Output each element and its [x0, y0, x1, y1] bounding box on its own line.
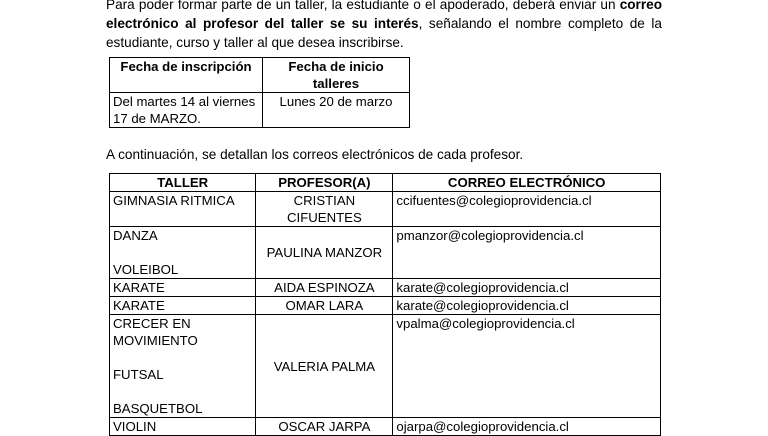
table-row: [110, 227, 661, 279]
taller-name: VIOLIN: [113, 419, 157, 434]
correo-cell[interactable]: karate@colegioprovidencia.cl: [393, 297, 661, 315]
taller-name: DANZA: [113, 228, 158, 243]
profesor-cell: CRISTIAN CIFUENTES: [256, 192, 393, 227]
dates-value-row: [110, 93, 410, 128]
header-profesor: PROFESOR(A): [256, 174, 393, 192]
profesor-cell: OSCAR JARPA: [256, 418, 393, 436]
profesor-cell: OMAR LARA: [256, 297, 393, 315]
taller-name: [113, 349, 252, 366]
taller-cell: [110, 279, 256, 297]
lead-text: A continuación, se detallan los correos electrónicos de cada profesor.: [106, 147, 524, 162]
taller-name: FUTSAL: [113, 367, 164, 382]
taller-cell: [110, 227, 256, 279]
header-fecha-inscripcion: Fecha de inscripción: [110, 58, 263, 93]
profesor-cell: AIDA ESPINOZA: [256, 279, 393, 297]
taller-cell: [110, 192, 256, 227]
table-row: [110, 192, 661, 227]
taller-name: MOVIMIENTO: [113, 333, 198, 348]
correo-cell[interactable]: ccifuentes@colegioprovidencia.cl: [393, 192, 661, 227]
taller-name: KARATE: [113, 280, 165, 295]
taller-name: BASQUETBOL: [113, 401, 203, 416]
taller-name: CRECER EN: [113, 316, 191, 331]
profesores-table-body: [110, 192, 661, 436]
correo-cell[interactable]: karate@colegioprovidencia.cl: [393, 279, 661, 297]
taller-name: VOLEIBOL: [113, 262, 179, 277]
correo-cell[interactable]: ojarpa@colegioprovidencia.cl: [393, 418, 661, 436]
dates-header-row: [110, 58, 410, 93]
profesores-header-row: [110, 174, 661, 192]
intro-paragraph: [106, 0, 662, 52]
inicio-cell: Lunes 20 de marzo: [263, 93, 410, 128]
profesor-cell: VALERIA PALMA: [256, 315, 393, 418]
profesor-cell: PAULINA MANZOR: [256, 227, 393, 279]
taller-cell: [110, 418, 256, 436]
header-fecha-inicio: Fecha de inicio talleres: [263, 58, 410, 93]
taller-name: KARATE: [113, 298, 165, 313]
table-row: [110, 279, 661, 297]
inscripcion-line-1: Del martes 14 al viernes: [113, 94, 256, 109]
taller-cell: [110, 297, 256, 315]
header-correo: CORREO ELECTRÓNICO: [393, 174, 661, 192]
inscripcion-cell: [110, 93, 263, 128]
correo-cell[interactable]: pmanzor@colegioprovidencia.cl: [393, 227, 661, 279]
profesores-table: [109, 173, 661, 436]
intro-text-1: Para poder formar parte de un taller, la estudiante o el apoderado, deberá enviar un: [106, 0, 620, 12]
intro-bold-text: correo electrónico al profesor del taller se su interés: [106, 0, 662, 31]
header-taller: TALLER: [110, 174, 256, 192]
dates-table: [109, 57, 410, 128]
taller-cell: [110, 315, 256, 418]
taller-name: GIMNASIA RITMICA: [113, 193, 235, 208]
table-row: [110, 297, 661, 315]
taller-name: [113, 244, 252, 261]
correo-cell[interactable]: vpalma@colegioprovidencia.cl: [393, 315, 661, 418]
intro-text-2: , señalando el nombre completo de la estudiante, curso y taller al que desea inscribirse.: [106, 16, 662, 50]
inscripcion-line-2: 17 de MARZO.: [113, 111, 201, 126]
table-row: [110, 418, 661, 436]
taller-name: [113, 383, 252, 400]
table-row: [110, 315, 661, 418]
